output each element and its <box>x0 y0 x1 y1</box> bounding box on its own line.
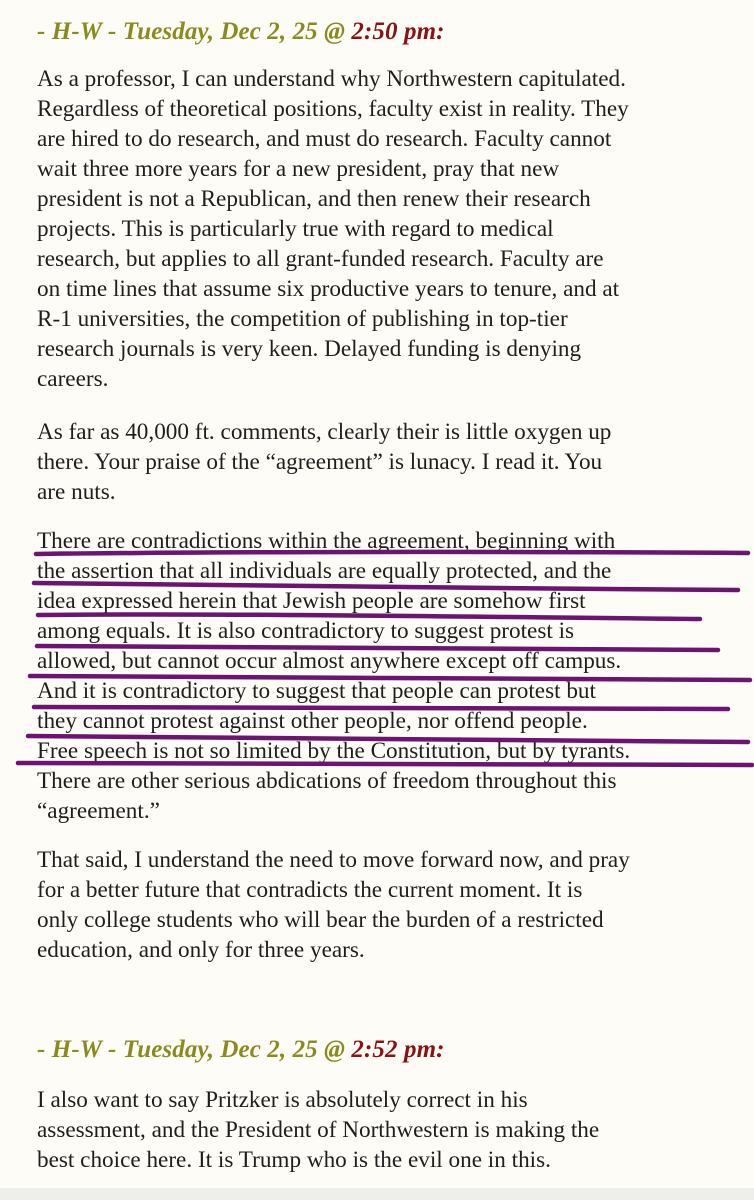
text-line: they cannot protest against other people, nor offend people. <box>37 708 588 734</box>
text-line: And it is contradictory to suggest that people can protest but <box>37 678 596 704</box>
text-line: Free speech is not so limited by the Constitution, but by tyrants. <box>37 738 631 764</box>
comment-header <box>37 1037 445 1062</box>
text-line: research, but applies to all grant-funded research. Faculty are <box>37 246 604 272</box>
text-line: There are contradictions within the agreement, beginning with <box>37 528 616 554</box>
text-line: on time lines that assume six productive years to tenure, and at <box>37 276 620 302</box>
text-line: That said, I understand the need to move forward now, and pray <box>37 847 630 873</box>
text-line: projects. This is particularly true with regard to medical <box>37 216 554 242</box>
comment-paragraph <box>37 64 629 394</box>
comment-author: - H-W - Tuesday, Dec 2, 25 @ <box>37 18 352 45</box>
text-line: I also want to say Pritzker is absolutely correct in his <box>37 1087 528 1113</box>
text-line: best choice here. It is Trump who is the evil one in this. <box>37 1147 551 1173</box>
text-line: are nuts. <box>37 479 116 505</box>
text-line: research journals is very keen. Delayed funding is denying <box>37 336 582 362</box>
text-line: careers. <box>37 366 109 392</box>
text-line: “agreement.” <box>37 798 160 824</box>
comment-paragraph <box>37 845 630 965</box>
text-line: wait three more years for a new president, pray that new <box>37 156 560 182</box>
text-line: There are other serious abdications of freedom throughout this <box>37 768 617 794</box>
text-line: allowed, but cannot occur almost anywhere except off campus. <box>37 648 622 674</box>
text-line: are hired to do research, and must do research. Faculty cannot <box>37 126 612 152</box>
text-line: assessment, and the President of Northwestern is making the <box>37 1117 600 1143</box>
text-line: As a professor, I can understand why Northwestern capitulated. <box>37 66 626 92</box>
text-line: Regardless of theoretical positions, faculty exist in reality. They <box>37 96 629 122</box>
text-line: among equals. It is also contradictory to suggest protest is <box>37 618 575 644</box>
comment-paragraph-highlighted <box>37 526 630 826</box>
text-line: for a better future that contradicts the current moment. It is <box>37 877 583 903</box>
text-line: there. Your praise of the “agreement” is lunacy. I read it. You <box>37 449 603 475</box>
comment-header <box>37 19 445 44</box>
text-line: education, and only for three years. <box>37 937 365 963</box>
comment-time[interactable]: 2:50 pm: <box>351 18 445 45</box>
comment-paragraph <box>37 1085 599 1175</box>
text-line: idea expressed herein that Jewish people are somehow first <box>37 588 586 614</box>
text-line: only college students who will bear the burden of a restricted <box>37 907 604 933</box>
text-line: the assertion that all individuals are equally protected, and the <box>37 558 612 584</box>
text-line: R-1 universities, the competition of publishing in top-tier <box>37 306 568 332</box>
text-line: As far as 40,000 ft. comments, clearly their is little oxygen up <box>37 419 612 445</box>
comment-paragraph <box>37 417 611 507</box>
comment-author: - H-W - Tuesday, Dec 2, 25 @ <box>37 1036 352 1063</box>
text-line: president is not a Republican, and then renew their research <box>37 186 591 212</box>
bottom-edge <box>0 1188 754 1200</box>
comment-time[interactable]: 2:52 pm: <box>351 1036 445 1063</box>
